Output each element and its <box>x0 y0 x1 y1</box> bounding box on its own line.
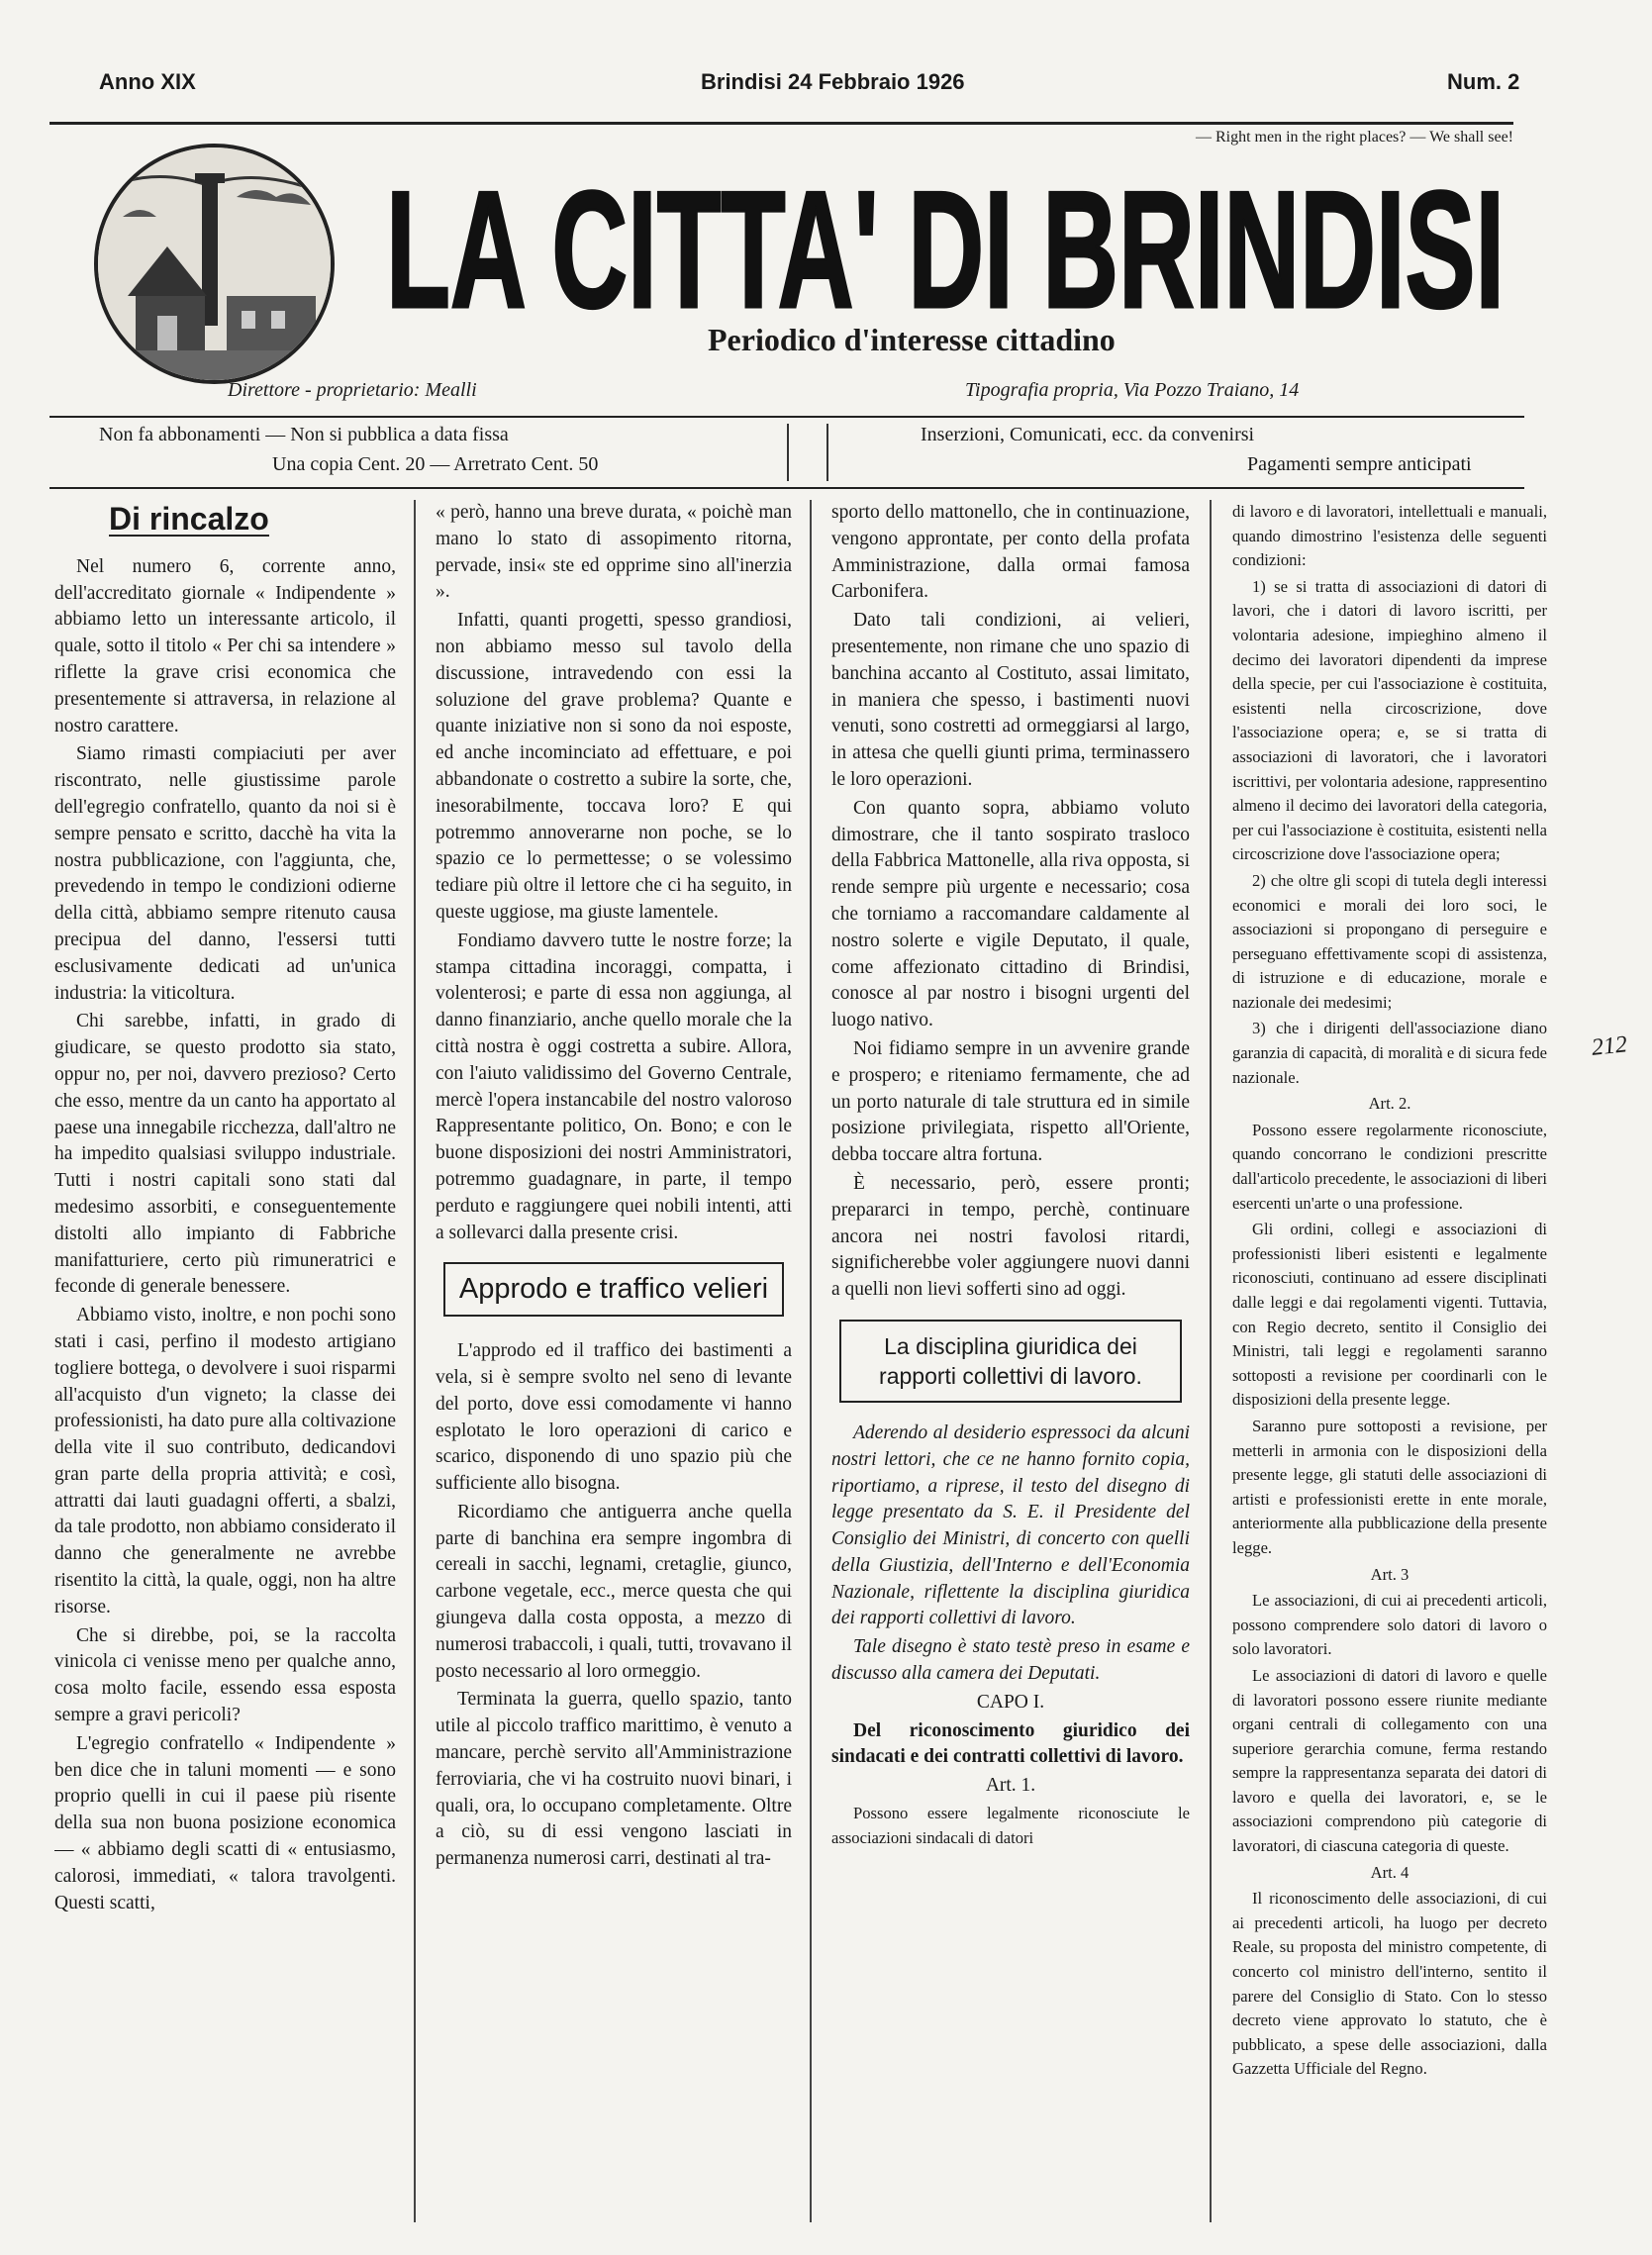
info-box <box>49 416 1524 489</box>
info-divider <box>826 424 828 481</box>
law-paragraph: Possono essere regolarmente riconosciute, quando concorrano le condizioni prescritte dall'articolo precedente, le associazioni di liberi esercenti un'arte o una professione. <box>1232 1120 1547 1213</box>
article-number: Art. 2. <box>1368 1094 1411 1114</box>
article-paragraph: Che si direbbe, poi, se la raccolta vinicola ci venisse meno per qualche anno, cosa molto facile, essendo essa esposta sempre a gravi pericoli? <box>54 1624 396 1726</box>
article-paragraph: Ricordiamo che antiguerra anche quella parte di banchina era sempre ingombra di cereali in sacchi, legnami, cretaglie, giunco, carbone vegetale, ecc., merce questa che qui giungeva dalla costa opposta, a mezzo di numerosi trabaccoli, i quali, tutti, trovavano il posto necessario al loro ormeggio. <box>436 1501 792 1682</box>
issue-date: Brindisi 24 Febbraio 1926 <box>701 69 965 94</box>
article-number: Art. 3 <box>1370 1564 1409 1584</box>
article-number: Art. 1. <box>985 1775 1036 1797</box>
article-paragraph: sporto dello mattonello, che in continuazione, vengono approntate, per conto della profata Amministrazione, dalla ormai famosa Carbonifera. <box>831 502 1190 603</box>
article-paragraph: « però, hanno una breve durata, « poichè man mano lo stato di assopimento ritorna, pervade, insi« ste ed opprime sino all'inerzia ». <box>436 502 792 603</box>
article-paragraph: L'egregio confratello « Indipendente » ben dice che in taluni momenti — e sono proprio quelli in cui il paese più risente della sua non buona posizione economica — « abbiamo degli scatti di « entusiasmo, calorosi, immediati, « talora travolgenti. Questi scatti, <box>54 1732 396 1913</box>
article-title-disciplina: La disciplina giuridica dei rapporti collettivi di lavoro. <box>839 1320 1182 1403</box>
emblem-illustration <box>98 147 331 380</box>
article-paragraph: Infatti, quanti progetti, spesso grandiosi, non abbiamo messo sul tavolo della discussione, intravedendo con essi la soluzione del grave problema? Quante e quante iniziative non si sono da noi esposte, ed anche incominciato ad effettuare, e poi abbandonate o costretto a subire la sorte, che, inesorabilmente, toccava loro? E qui potremmo annoverarne non poche, se lo spazio ce lo permettesse; o se volessimo tediare più oltre il lettore che ci ha seguito, in queste uggiose, ma giuste lamentele. <box>436 610 792 923</box>
section-heading: CAPO I. <box>976 1691 1045 1713</box>
article-paragraph: Noi fidiamo sempre in un avvenire grande e prospero; e riteniamo fermamente, che ad un porto naturale di tale struttura ed in simile posizione privilegiata, rispetto all'Oriente, debba toccare altra fortuna. <box>831 1037 1190 1166</box>
newspaper-title: LA CITTA' DI BRINDISI <box>386 156 1505 322</box>
article-paragraph: È necessario, però, essere pronti; prepararci in tempo, perchè, continuare ancora nei nostri favolosi ritardi, significherebbe voler aggiungere nuovi danni a quelli non lievi sofferti sino ad oggi. <box>831 1172 1190 1301</box>
article-title-approdo: Approdo e traffico velieri <box>443 1262 784 1317</box>
article-paragraph: Tale disegno è stato testè preso in esame e discusso alla camera dei Deputati. <box>831 1636 1190 1685</box>
law-paragraph: Le associazioni, di cui ai precedenti articoli, possono comprendere solo datori di lavoro o solo lavoratori. <box>1232 1591 1547 1659</box>
article-paragraph: Possono essere legalmente riconosciute le associazioni sindacali di datori <box>831 1804 1190 1847</box>
article-paragraph: Aderendo al desiderio espressoci da alcuni nostri lettori, che ce ne hanno fornito copia, riportiamo, a riprese, il testo del disegno di legge presentato da S. E. il Presidente del Consiglio dei Ministri, di concerto con quelli della Giustizia, dell'Interno e dell'Economia Nazionale, riflettente la disciplina giuridica dei rapporti collettivi di lavoro. <box>831 1422 1190 1629</box>
article-paragraph: Terminata la guerra, quello spazio, tanto utile al piccolo traffico marittimo, è venuto a mancare, perchè servito all'Amministrazione ferroviaria, che vi ha costruito nuovi binari, i quali, ora, lo occupano completamente. Oltre a ciò, su di essi vengono lasciati in permanenza numerosi carri, destinati al tra- <box>436 1689 792 1870</box>
article-intro <box>831 1421 1190 1688</box>
article-paragraph: Siamo rimasti compiaciuti per aver riscontrato, nelle giustissime parole dell'egregio confratello, quanto da noi si è sempre pensato e scritto, dacchè ha vita la nostra pubblicazione, con l'aggiunta, che, prevedendo in tempo le condizioni odierne della città, abbiamo sempre ritenuto causa precipua del danno, l'essersi tutti esclusivamente dedicati ad un'unica industria: la viticoltura. <box>54 743 396 1004</box>
article-paragraph: Dato tali condizioni, ai velieri, presentemente, non rimane che uno spazio di banchina accanto al Costituto, assai limitato, in maniera che spesso, i bastimenti nuovi venuti, sono costretti ad ormeggiarsi al largo, in attesa che quelli giunti prima, terminassero le loro operazioni. <box>831 610 1190 790</box>
info-divider <box>787 424 789 481</box>
column-4 <box>1232 500 1547 2222</box>
motto: — Right men in the right places? — We shall see! <box>1195 129 1513 146</box>
article-paragraph: L'approdo ed il traffico dei bastimenti a vela, si è sempre svolto nel seno di levante del porto, dove essi comodamente vi hanno esplotato le loro operazioni di carico e scarico, disponendo di uno spazio più che sufficiente allo bisogna. <box>436 1340 792 1495</box>
city-emblem <box>94 144 335 384</box>
article-title-rincalzo: Di rincalzo <box>109 501 269 537</box>
law-paragraph: di lavoro e di lavoratori, intellettuali e manuali, quando dimostrino l'esistenza delle seguenti condizioni: <box>1232 502 1547 570</box>
law-paragraph: Le associazioni di datori di lavoro e quelle di lavoratori possono essere riunite mediante organi centrali di collegamento con una superiore gerarchia comune, ferma restando sempre la rappresentanza separata dei datori di lavoro e quella dei lavoratori, e, se le associazioni comprendono più categorie di lavoratori, di ciascuna categoria di queste. <box>1232 1665 1547 1856</box>
column-3 <box>831 500 1190 2222</box>
law-paragraph: Gli ordini, collegi e associazioni di professionisti liberi esistenti e legalmente riconosciuti, continuano ad essere disciplinati dalle leggi e dai regolamenti vigenti. Tuttavia, con Regio decreto, sentito il Consiglio dei Ministri, tali leggi e regolamenti saranno sottoposti a revisione per coordinarli con le disposizioni della presente legge. <box>1232 1220 1547 1410</box>
law-paragraph: 2) che oltre gli scopi di tutela degli interessi economici e morali dei loro soci, le associazioni si propongano di perseguire e perseguano effettivamente scopi di assistenza, di istruzione e di educazione, morale e nazionale dei medesimi; <box>1232 870 1547 1012</box>
law-paragraph: Saranno pure sottoposti a revisione, per metterli in armonia con le disposizioni della presente legge, gli statuti delle associazioni di artisti e professionisti erette in ente morale, anteriormente alla pubblicazione della presente legge. <box>1232 1416 1547 1557</box>
law-paragraph: Il riconoscimento delle associazioni, di cui ai precedenti articoli, ha luogo per decreto Reale, su proposta del ministro competente, di concerto col ministro dell'interno, sentito il parere del Consiglio di Stato. Con lo stesso decreto viene approvato lo statuto, che è pubblicato, a spese delle associazioni, dalla Gazzetta Ufficiale del Regno. <box>1232 1889 1547 2079</box>
column-divider <box>810 500 812 2222</box>
issue-year: Anno XIX <box>99 69 196 94</box>
column-divider <box>414 500 416 2222</box>
article-paragraph: Chi sarebbe, infatti, in grado di giudicare, se questo prodotto sia stato, oppur no, per noi, davvero prezioso? Certo che esso, mentre da un canto ha apportato al paese una innegabile ricchezza, dall'altro ne ha impedito qualsiasi sviluppo industriale. Tutti i nostri capitali sono stati dal medesimo assorbiti, e conseguentemente distolti allo impianto di Fabbriche manifatturiere, certo più rimuneratrici e feconde di generale benessere. <box>54 1011 396 1298</box>
info-price: Una copia Cent. 20 — Arretrato Cent. 50 <box>272 453 599 475</box>
director-line: Direttore - proprietario: Mealli <box>228 379 477 401</box>
newspaper-subtitle: Periodico d'interesse cittadino <box>708 322 1116 357</box>
masthead-title <box>376 148 1514 322</box>
printer-line: Tipografia propria, Via Pozzo Traiano, 14 <box>965 379 1300 401</box>
column-1 <box>54 500 396 2222</box>
info-inserts: Inserzioni, Comunicati, ecc. da convenirsi <box>921 424 1255 445</box>
article-paragraph: Fondiamo davvero tutte le nostre forze; la stampa cittadina incoraggi, compatta, i volenterosi; e parte di essa non aggiunga, al danno finanziario, anche quello morale che la città nostra è oggi costretta a subire. Allora, con l'aiuto validissimo del Governo Centrale, mercè l'opera instancabile del nostro valoroso Rappresentante politico, On. Bono; e con le buone disposizioni dei nostri Amministratori, potremmo guadagnare, in parte, il tempo perduto e raggiungere quei nobili intenti, atti a sollevarci dalla presente crisi. <box>436 930 792 1243</box>
column-divider <box>1210 500 1212 2222</box>
article-paragraph: Nel numero 6, corrente anno, dell'accreditato giornale « Indipendente » abbiamo letto un interessante articolo, il quale, sotto il titolo « Per chi sa intendere » riflette la grave crisi economica che presentemente si attraversa, in relazione al nostro carattere. <box>54 555 396 736</box>
section-title: Del riconoscimento giuridico dei sindacati e dei contratti collettivi di lavoro. <box>831 1719 1190 1768</box>
article-number: Art. 4 <box>1370 1862 1409 1882</box>
law-paragraph: 1) se si tratta di associazioni di datori di lavori, che i datori di lavoro iscritti, per volontaria adesione, impieghino almeno il decimo dei lavoratori dipendenti da imprese della specie, per cui l'associazione è costituita, esistenti nella circoscrizione, dove l'associazione opera; e, se si tratta di associazioni di lavoratori, che i lavoratori iscrittivi, per volontaria adesione, rappresentino almeno il decimo dei lavoratori della categoria, per cui l'associazione è costituita, esistenti nella circoscrizione dove l'associazione opera; <box>1232 576 1547 864</box>
header-rule <box>49 122 1513 125</box>
issue-number: Num. 2 <box>1447 69 1520 94</box>
article-paragraph: Abbiamo visto, inoltre, e non pochi sono stati i casi, perfino il modesto artigiano togliere bottega, o devolvere i suoi risparmi all'acquisto d'un vigneto; la classe dei professionisti, ha dato pure alla coltivazione della vite il suo contributo, dedicandovi gran parte della propria attività; e così, attratti dai lauti guadagni offerti, a sbalzi, da tale prodotto, non abbiamo considerato il danno che generalmente ne avrebbe risentito la città, la quale, oggi, non ha altre risorse. <box>54 1305 396 1618</box>
column-2 <box>436 500 792 2222</box>
law-paragraph: 3) che i dirigenti dell'associazione diano garanzia di capacità, di moralità e di sicura fede nazionale. <box>1232 1019 1547 1087</box>
handwritten-margin-note: 212 <box>1590 1031 1629 1061</box>
info-subscription: Non fa abbonamenti — Non si pubblica a data fissa <box>99 424 509 445</box>
article-paragraph: Con quanto sopra, abbiamo voluto dimostrare, che il tanto sospirato trasloco della Fabbrica Mattonelle, alla riva opposta, si rende sempre più urgente e necessario; cosa che torniamo a raccomandare caldamente al nostro solerte e vigile Deputato, il quale, come affezionato cittadino di Brindisi, conosce al par nostro i bisogni urgenti del luogo nativo. <box>831 797 1190 1031</box>
info-payments: Pagamenti sempre anticipati <box>1247 453 1472 475</box>
